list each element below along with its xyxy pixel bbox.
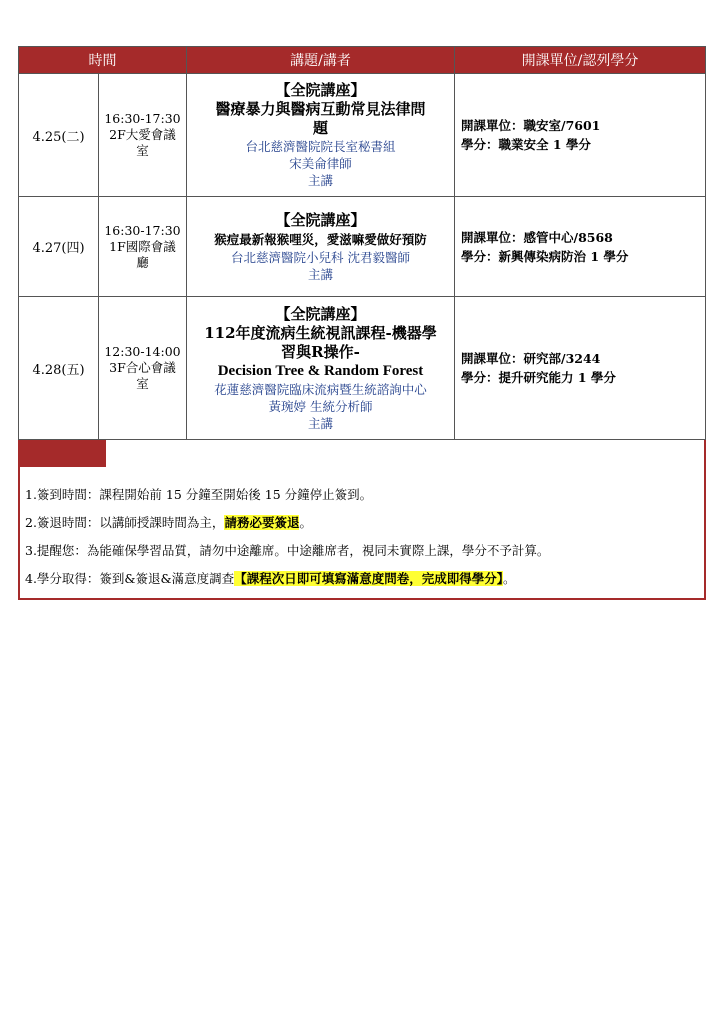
note-item [25,570,549,588]
note-text: 1.簽到時間：課程開始前 15 分鐘至開始後 15 分鐘停止簽到。 [25,487,373,502]
table-row [19,297,706,440]
note-text: 2.簽退時間：以講師授課時間為主， [25,515,225,530]
note-text: 。 [502,571,516,586]
row-unit [455,74,706,197]
note-item [25,514,549,532]
lecture-type: 【全院講座】 [275,304,366,323]
lecture-speaker: 黃琬婷 生統分析師 [268,398,373,414]
table-row [19,197,706,297]
notes-list [25,486,549,598]
note-text: 。 [299,515,312,530]
row-location: 3F合心會議室 [109,360,176,391]
lecture-speaker: 台北慈濟醫院小兒科 沈君毅醫師 [231,249,410,265]
header-unit: 開課單位/認列學分 [455,47,706,74]
unit-department: 開課單位：研究部/3244 [461,351,601,366]
row-location: 1F國際會議廳 [109,238,176,270]
row-time: 16:30-17:30 [104,222,181,238]
row-date: 4.27(四) [19,197,99,297]
lecture-role: 主講 [307,266,333,282]
header-time: 時間 [19,47,187,74]
table-row [19,74,706,197]
schedule-sheet [18,46,706,600]
header-topic: 講題/講者 [187,47,455,74]
unit-department: 開課單位：職安室/7601 [461,118,601,133]
row-unit [455,197,706,297]
lecture-title: 醫療暴力與醫病互動常見法律問 [215,100,426,118]
lecture-title: 猴痘最新報猴哩災，愛滋嘛愛做好預防 [214,231,427,247]
lecture-role: 主講 [307,173,333,188]
row-time: 16:30-17:30 [104,111,181,126]
schedule-table [18,46,706,440]
note-text: 4.學分取得：簽到&簽退&滿意度調查 [25,571,235,586]
lecture-speaker: 花蓮慈濟醫院臨床流病暨生統諮詢中心 [214,381,427,397]
unit-credit: 學分：提升研究能力 1 學分 [461,370,616,385]
lecture-type: 【全院講座】 [275,81,366,99]
lecture-title: 習與R操作- [281,342,360,361]
lecture-title: 題 [312,119,328,137]
note-highlight: 【課程次日即可填寫滿意度問卷，完成即得學分】 [234,571,503,586]
lecture-speaker: 台北慈濟醫院院長室秘書組 [245,139,396,154]
row-date: 4.25(二) [19,74,99,197]
lecture-role: 主講 [307,415,333,431]
row-date: 4.28(五) [19,297,99,440]
note-highlight: 請務必要簽退 [224,515,300,530]
unit-credit: 學分：新興傳染病防治 1 學分 [461,248,629,264]
notes-tab [20,440,106,467]
note-item [25,486,549,504]
row-time-location [99,297,187,440]
lecture-title: 112年度流病生統視訊課程-機器學 [204,323,437,342]
note-item [25,542,549,560]
row-topic [187,197,455,297]
row-unit [455,297,706,440]
row-time-location [99,74,187,197]
lecture-title: Decision Tree & Random Forest [217,362,424,379]
row-time-location [99,197,187,297]
row-time: 12:30-14:00 [104,344,181,359]
note-text: 3.提醒您：為能確保學習品質，請勿中途離席。中途離席者，視同未實際上課，學分不予計算。 [25,543,550,558]
notes-box [18,440,706,600]
row-topic [187,297,455,440]
row-location: 2F大愛會議室 [109,127,176,158]
row-topic [187,74,455,197]
lecture-type: 【全院講座】 [275,210,366,229]
unit-department: 開課單位：感管中心/8568 [461,229,613,245]
table-header-row [19,47,706,74]
unit-credit: 學分：職業安全 1 學分 [461,137,591,152]
lecture-speaker: 宋美侖律師 [289,156,352,171]
